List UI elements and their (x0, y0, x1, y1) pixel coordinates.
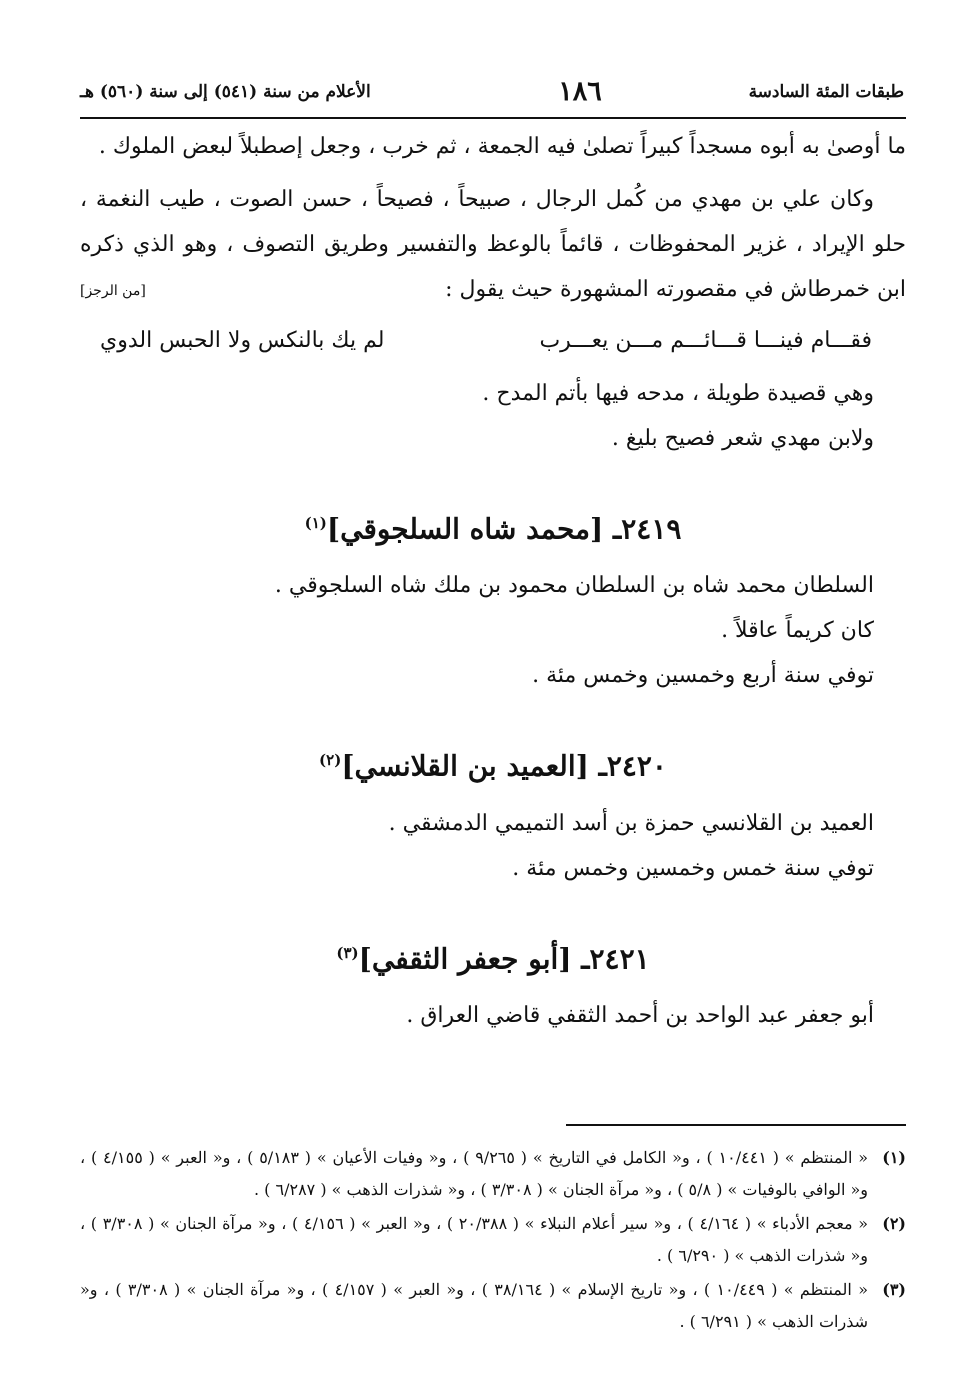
after-verse-line-1: وهي قصيدة طويلة ، مدحه فيها بأتم المدح . (482, 381, 874, 406)
entry-line: أبو جعفر عبد الواحد بن أحمد الثقفي قاضي العراق . (406, 1002, 874, 1028)
paragraph-ali-ibn-mahdi (80, 177, 906, 312)
footnote-text: « المنتظم » ( ١٠/٤٤١ ) ، و« الكامل في التاريخ » ( ٩/٢٦٥ ) ، و« وفيات الأعيان » ( ٥/١٨٣ ) ، و« العبر » ( ٤/١٥٥ ) ، و« الوافي بالوفيات » ( ٥/٨ ) ، و« مرآة الجنان » ( ٣/٣٠٨ ) ، و« شذرات الذهب » ( ٦/٢٨٧ ) . (80, 1148, 869, 1199)
footnote-marker: (٣) (336, 943, 359, 962)
footnotes (80, 1142, 906, 1340)
footnote-number: (١) (882, 1148, 906, 1167)
footnote-number: (٢) (882, 1214, 906, 1233)
entry-2420 (80, 734, 906, 890)
footnote-text: « المنتظم » ( ١٠/٤٤٩ ) ، و« تاريخ الإسلام » ( ٣٨/١٦٤ ) ، و« العبر » ( ٤/١٥٧ ) ، و« مرآة الجنان » ( ٣/٣٠٨ ) ، و« شذرات الذهب » ( ٦/٢٩١ ) . (80, 1280, 868, 1331)
after-verse-line-2: ولابن مهدي شعر فصيح بليغ . (611, 426, 874, 451)
footnote-item (80, 1274, 906, 1338)
footnote-item (80, 1208, 906, 1272)
entry-2419 (80, 497, 906, 698)
entry-line: السلطان محمد شاه بن السلطان محمود بن ملك شاه السلجوقي . (274, 573, 874, 599)
header-section-title: طبقات المئة السادسة (748, 82, 904, 102)
verse-line (80, 318, 906, 363)
continuation-paragraph: ما أوصىٰ به أبوه مسجداً كبيراً تصلىٰ فيه الجمعة ، ثم خرب ، وجعل إصطبلاً لبعض الملوك . (98, 134, 906, 159)
running-header (80, 78, 904, 110)
entry-line: العميد بن القلانسي حمزة بن أسد التميمي الدمشقي . (388, 810, 874, 836)
footnote-number: (٣) (882, 1280, 906, 1299)
entry-line: توفي سنة أربع وخمسين وخمس مئة . (532, 663, 874, 689)
entry-line: توفي سنة خمس وخمسين وخمس مئة . (512, 855, 874, 881)
meter-note: [من الرجز] (80, 283, 146, 299)
entry-line: كان كريماً عاقلاً . (721, 618, 874, 644)
footnote-rule (566, 1124, 906, 1126)
entry-title (80, 497, 906, 555)
footnote-item (80, 1142, 906, 1206)
entry-title-text: ٢٤٢١ـ [أبو جعفر الثقفي] (358, 941, 650, 975)
page-number: ١٨٦ (558, 76, 602, 107)
entry-title-text: ٢٤٢٠ـ [العميد بن القلانسي] (341, 749, 667, 783)
header-range-title: الأعلام من سنة (٥٤١) إلى سنة (٥٦٠) هـ (80, 82, 371, 102)
entry-2421 (80, 927, 906, 1038)
entry-title (80, 734, 906, 792)
footnote-marker: (٢) (319, 751, 342, 770)
verse-second-hemistich: لم يك بالنكس ولا الحبس الدوي (100, 328, 385, 353)
main-text (80, 124, 906, 1038)
paragraph-text: وكان علي بن مهدي من كُمل الرجال ، صبيحاً ، فصيحاً ، حسن الصوت ، طيب النغمة ، حلو الإيراد ، غزير المحفوظات ، قائماً بالوعظ والتفسير وطريق التصوف ، وهو الذي ذكره ابن خمرطاش في مقصورته المشهورة حيث يقول : (80, 187, 906, 302)
entry-title-text: ٢٤١٩ـ [محمد شاه السلجوقي] (326, 512, 682, 546)
header-rule (80, 117, 906, 119)
footnote-text: « معجم الأدباء » ( ٤/١٦٤ ) ، و« سير أعلام النبلاء » ( ٢٠/٣٨٨ ) ، و« العبر » ( ٤/١٥٦ ) ، و« مرآة الجنان » ( ٣/٣٠٨ ) ، و« شذرات الذهب » ( ٦/٢٩٠ ) . (80, 1214, 869, 1265)
footnote-marker: (١) (304, 514, 327, 532)
verse-first-hemistich: فقـــام فينـــا قـــائـــم مـــن يعـــرب (539, 328, 872, 353)
entry-title (80, 927, 906, 985)
